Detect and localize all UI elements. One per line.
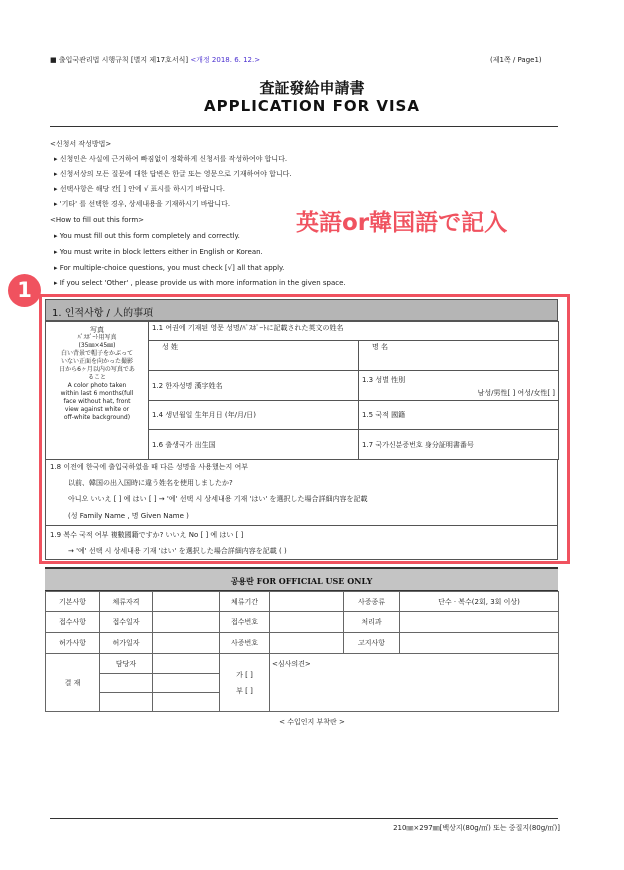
birth-date-field[interactable] [149,401,359,430]
revision-date: <개정 2018. 6. 12.> [190,56,261,64]
review-opinion [270,654,559,712]
instruction-ko-2: ▸ 신청서상의 모든 질문에 대한 답변은 한글 또는 영문으로 기재하여야 합니다. [54,170,292,178]
q1-9-block [45,526,558,560]
official-cell: 접수사항 [46,612,100,633]
official-cell [270,592,344,612]
q1-8-question: 1.8 이전에 한국에 출입국하였을 때 다른 성명을 사용했는지 여부 [50,463,248,471]
given-name-field[interactable] [359,341,559,371]
revenue-stamp-note: < 수입인지 부착란 > [279,718,345,726]
instruction-ko-4: ▸ '기타' 를 선택한 경우, 상세내용을 기재하시기 바랍니다. [54,200,231,208]
surname-label: 성 姓 [162,343,178,351]
national-id-label: 1.7 국가신분증번호 身分証明書番号 [362,440,474,449]
official-cell: 사증종류 [344,592,400,612]
photo-line: 日から6ヶ月以内の写真であ [59,366,135,373]
official-use-title: 공용란 FOR OFFICIAL USE ONLY [230,576,373,586]
national-id-field[interactable] [359,430,559,460]
form-reference-text: ■ 출입국관리법 시행규칙 [별지 제17호서식] [50,56,191,64]
photo-line: off-white background) [63,414,131,421]
birth-country-label: 1.6 출생국가 出生国 [152,440,216,449]
official-cell [153,592,220,612]
official-cell: 단수 · 복수(2회, 3회 이상) [400,592,559,612]
instruction-ko-3: ▸ 선택사항은 해당 칸[ ] 안에 √ 표시를 하시기 바랍니다. [54,185,225,193]
approval-decision [220,654,270,712]
official-cell: 접수일자 [100,612,153,633]
official-cell [270,612,344,633]
passport-name-label: 1.1 여권에 기재된 영문 성명/ﾊﾟｽﾎﾟｰﾄに記載された英文の姓名 [149,322,559,341]
official-cell [153,654,220,674]
given-name-label: 명 名 [372,343,388,351]
instruction-en-1: ▸ You must fill out this form completely and correctly. [54,232,240,240]
official-cell: 체류자격 [100,592,153,612]
step-badge-number: 1 [17,278,32,302]
photo-line: view against white or [64,406,130,413]
person-in-charge: 담당자 [100,654,153,674]
photo-box [46,322,149,460]
birth-country-field[interactable] [149,430,359,460]
official-cell: 허가일자 [100,633,153,654]
official-cell [400,633,559,654]
q1-9-detail[interactable]: → '예' 선택 시 상세내용 기재 'はい' を選択した場合詳細内容を記載 ( ) [68,547,287,555]
official-cell: 접수번호 [220,612,270,633]
photo-line: within last 6 months(full [60,390,134,397]
paper-spec: 210㎜×297㎜[백상지(80g/㎡) 또는 중질지(80g/㎡)] [393,824,560,832]
step-badge [8,274,41,307]
official-cell [153,633,220,654]
surname-field[interactable] [149,341,359,371]
nationality-label: 1.5 국적 國籍 [362,411,406,419]
section1-title: 1. 인적사항 / 人的事項 [52,308,154,319]
official-cell: 고지사항 [344,633,400,654]
sex-label: 1.3 성별 性別 [362,376,406,384]
official-use-table [45,591,559,712]
form-reference [50,56,260,65]
title-divider [50,126,558,127]
official-cell: 허가사항 [46,633,100,654]
title-english: APPLICATION FOR VISA [204,97,420,115]
instruction-ko-1: ▸ 신청인은 사실에 근거하여 빠짐없이 정확하게 신청서를 작성하여야 합니다. [54,155,288,163]
sex-options[interactable]: 남성/男性[ ] 여성/女性[ ] [477,389,556,397]
q1-9-question[interactable]: 1.9 복수 국적 여부 複數國籍ですか? いいえ No [ ] 예 はい [ ] [50,531,244,539]
nationality-field[interactable] [359,401,559,430]
instruction-en-3: ▸ For multiple-choice questions, you must check [√] all that apply. [54,264,285,272]
reject-option[interactable]: 부 [ ] [236,686,253,695]
official-cell [100,693,153,712]
photo-line: A color photo taken [67,382,127,389]
title-kanji: 査証發給申請書 [259,79,365,97]
photo-line: face without hat, front [63,398,131,405]
photo-line: (35㎜×45㎜) [78,342,116,349]
photo-line: いない正面を向かった撮影 [60,358,133,365]
photo-title: 写真 [90,326,104,334]
footer-divider [50,818,558,819]
instructions-korean-heading: <신청서 작성방법> [50,140,112,148]
approve-option[interactable]: 가 [ ] [236,670,253,679]
review-opinion-label: <심사의견> [272,660,311,668]
instruction-en-2: ▸ You must write in block letters either in English or Korean. [54,248,263,256]
chinese-name-label: 1.2 한자성명 漢字姓名 [152,381,223,390]
annotation-text: 英語or韓国語で記入 [296,210,508,236]
section1-header [45,299,558,321]
photo-line: 白い背景で帽子をかぶって [60,350,133,357]
photo-line: ﾊﾟｽﾎﾟｰﾄ用写真 [77,334,117,341]
official-cell [270,633,344,654]
instructions-english-heading: <How to fill out this form> [50,216,145,224]
sex-field [359,371,559,401]
q1-8-question-jp: 以前、韓国の出入国時に違う姓名を使用しましたか? [68,479,233,487]
official-cell [400,612,559,633]
official-cell [100,674,153,693]
page-number: (제1쪽 / Page1) [490,56,542,64]
official-cell: 사증번호 [220,633,270,654]
official-cell: 체류기간 [220,592,270,612]
q1-8-detail[interactable]: (성 Family Name , 명 Given Name ) [68,512,189,520]
approval-label: 결 재 [46,654,100,712]
q1-8-options[interactable]: 아니오 いいえ [ ] 예 はい [ ] → '예' 선택 시 상세내용 기재 'はい' を選択した場合詳細内容を記載 [68,495,368,503]
instruction-en-4: ▸ If you select 'Other' , please provide us with more information in the given space. [54,279,346,287]
official-cell [153,693,220,712]
official-use-header [45,567,558,591]
birth-date-label: 1.4 생년월일 生年月日 (年/月/日) [152,411,257,419]
official-cell [153,612,220,633]
official-cell [153,674,220,693]
official-cell: 처리과 [344,612,400,633]
personal-info-table [45,321,559,460]
chinese-name-field[interactable] [149,371,359,401]
official-cell: 기본사항 [46,592,100,612]
q1-8-block [45,459,558,526]
photo-line: ること [87,374,106,381]
